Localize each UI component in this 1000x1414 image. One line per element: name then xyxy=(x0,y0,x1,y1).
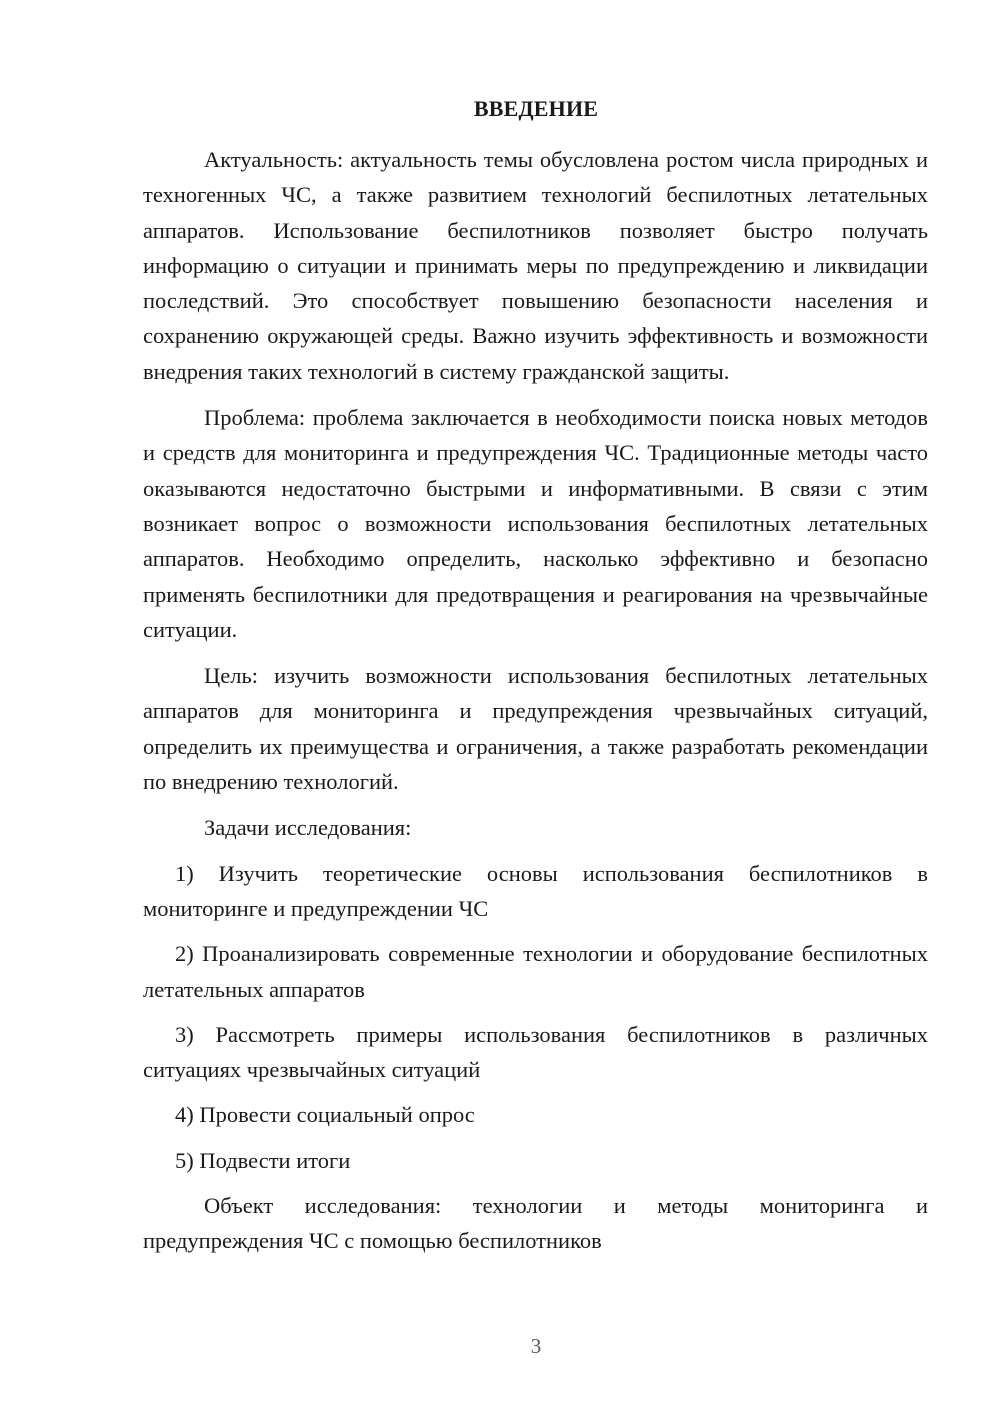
problem-paragraph: Проблема: проблема заключается в необходимости поиска новых методов и средств для мониторинга и предупреждения ЧС. Традиционные методы часто оказываются недостаточно быстрыми и информативными. В связи с этим возникает вопрос о возможности использования беспилотных летательных аппаратов. Необходимо определить, насколько эффективно и безопасно применять беспилотники для предотвращения и реагирования на чрезвычайные ситуации. xyxy=(143,405,928,642)
body-text xyxy=(143,142,928,1259)
page-number: 3 xyxy=(530,1334,542,1358)
task-item: 4) Провести социальный опрос xyxy=(175,1102,475,1128)
task-item: 2) Проанализировать современные технологии и оборудование беспилотных летательных аппаратов xyxy=(143,941,928,1002)
section-title: ВВЕДЕНИЕ xyxy=(473,96,599,121)
object-paragraph: Объект исследования: технологии и методы мониторинга и предупреждения ЧС с помощью беспилотников xyxy=(143,1193,928,1254)
relevance-paragraph: Актуальность: актуальность темы обусловлена ростом числа природных и техногенных ЧС, а также развитием технологий беспилотных летательных аппаратов. Использование беспилотников позволяет быстро получать информацию о ситуации и принимать меры по предупреждению и ликвидации последствий. Это способствует повышению безопасности населения и сохранению окружающей среды. Важно изучить эффективность и возможности внедрения таких технологий в систему гражданской защиты. xyxy=(143,147,928,384)
goal-paragraph: Цель: изучить возможности использования беспилотных летательных аппаратов для мониторинга и предупреждения чрезвычайных ситуаций, определить их преимущества и ограничения, а также разработать рекомендации по внедрению технологий. xyxy=(143,663,928,795)
tasks-heading: Задачи исследования: xyxy=(204,815,412,841)
task-item: 5) Подвести итоги xyxy=(175,1147,351,1173)
task-item: 3) Рассмотреть примеры использования беспилотников в различных ситуациях чрезвычайных ситуаций xyxy=(143,1021,928,1083)
task-item: 1) Изучить теоретические основы использования беспилотников в мониторинге и предупреждении ЧС xyxy=(143,860,928,921)
